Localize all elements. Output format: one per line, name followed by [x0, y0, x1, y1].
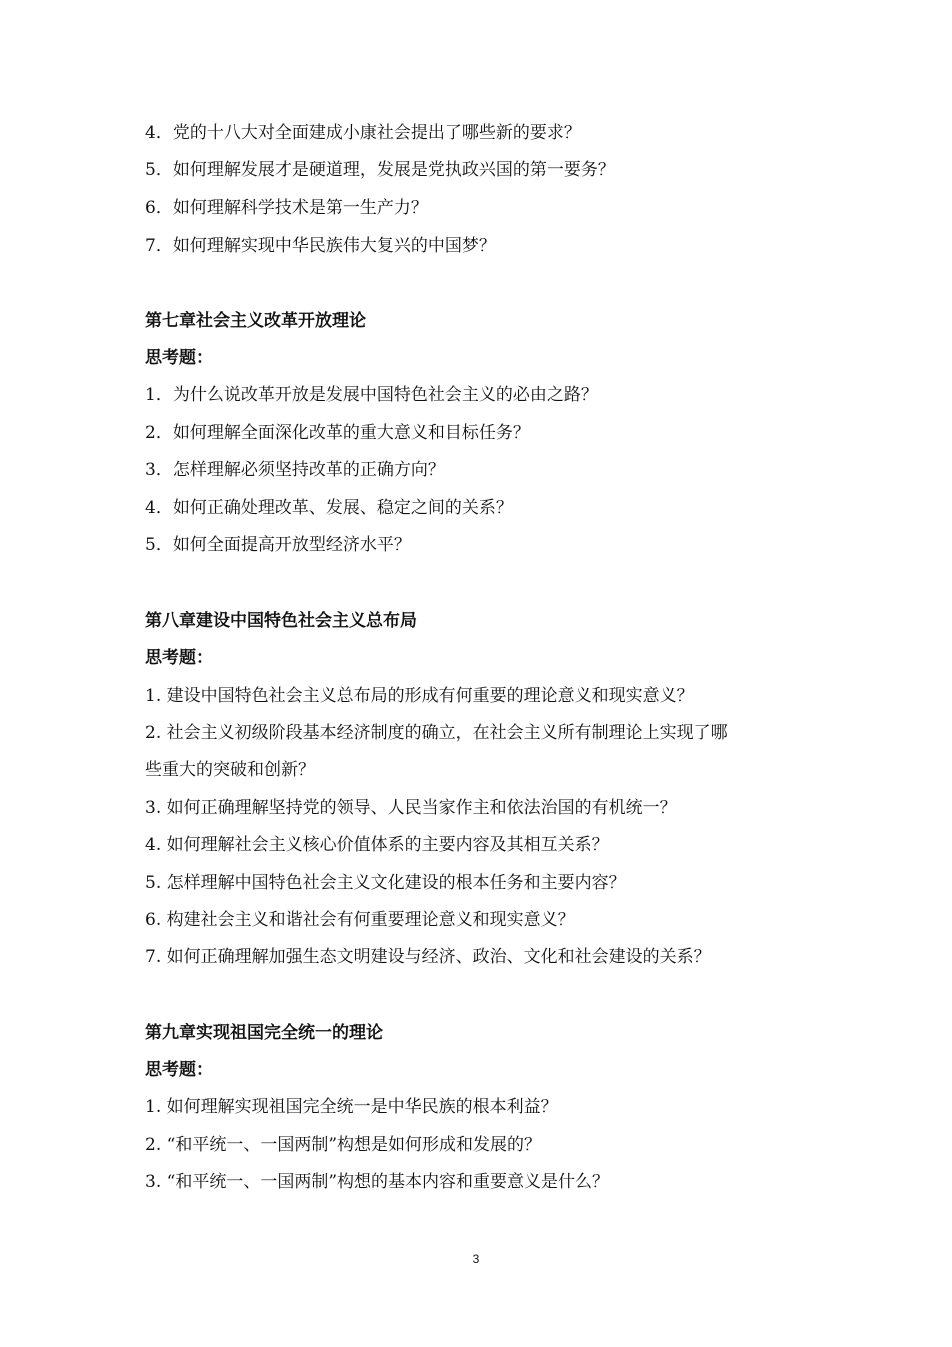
question-item: 6. 构建社会主义和谐社会有何重要理论意义和现实意义？	[145, 910, 575, 930]
question-item: 4. 如何理解社会主义核心价值体系的主要内容及其相互关系？	[145, 835, 609, 855]
question-item: 5. 怎样理解中国特色社会主义文化建设的根本任务和主要内容？	[145, 873, 626, 893]
chapter-title: 第七章社会主义改革开放理论	[145, 311, 366, 331]
questions-label: 思考题：	[145, 1060, 213, 1080]
questions-label: 思考题：	[145, 648, 213, 668]
question-item: 4．党的十八大对全面建成小康社会提出了哪些新的要求？	[145, 123, 581, 143]
question-item: 4．如何正确处理改革、发展、稳定之间的关系？	[145, 498, 513, 518]
question-item: 2. 社会主义初级阶段基本经济制度的确立，在社会主义所有制理论上实现了哪	[145, 723, 728, 743]
question-item: 1. 建设中国特色社会主义总布局的形成有何重要的理论意义和现实意义？	[145, 686, 694, 706]
question-item: 3. “和平统一、一国两制”构想的基本内容和重要意义是什么？	[145, 1172, 610, 1192]
question-item: 5．如何理解发展才是硬道理，发展是党执政兴国的第一要务？	[145, 160, 615, 180]
question-item: 6．如何理解科学技术是第一生产力？	[145, 198, 428, 218]
question-item: 1．为什么说改革开放是发展中国特色社会主义的必由之路？	[145, 385, 598, 405]
questions-label: 思考题：	[145, 348, 213, 368]
question-item: 7．如何理解实现中华民族伟大复兴的中国梦？	[145, 236, 496, 256]
question-item: 7. 如何正确理解加强生态文明建设与经济、政治、文化和社会建设的关系？	[145, 947, 711, 967]
question-item: 3. 如何正确理解坚持党的领导、人民当家作主和依法治国的有机统一？	[145, 798, 677, 818]
question-item: 2．如何理解全面深化改革的重大意义和目标任务？	[145, 423, 530, 443]
question-item: 1. 如何理解实现祖国完全统一是中华民族的根本利益？	[145, 1097, 558, 1117]
page-number: 3	[472, 1252, 480, 1266]
chapter-title: 第九章实现祖国完全统一的理论	[145, 1023, 383, 1043]
question-item: 2. “和平统一、一国两制”构想是如何形成和发展的？	[145, 1135, 542, 1155]
question-item-continuation: 些重大的突破和创新？	[145, 760, 315, 780]
question-item: 3．怎样理解必须坚持改革的正确方向？	[145, 460, 445, 480]
chapter-title: 第八章建设中国特色社会主义总布局	[145, 611, 417, 631]
question-item: 5．如何全面提高开放型经济水平？	[145, 535, 411, 555]
